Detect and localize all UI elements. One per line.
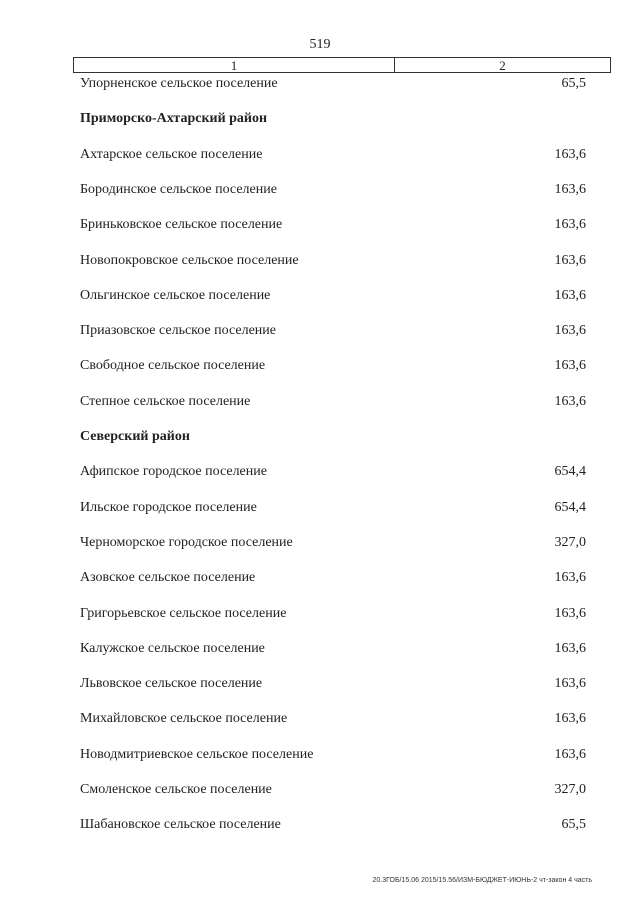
table-row bbox=[80, 147, 586, 167]
table-row bbox=[80, 606, 586, 626]
district-heading bbox=[80, 111, 586, 131]
settlement-value: 163,6 bbox=[554, 358, 586, 373]
settlement-name: Азовское сельское поселение bbox=[80, 570, 256, 585]
settlement-name: Михайловское сельское поселение bbox=[80, 711, 288, 726]
settlement-name: Ольгинское сельское поселение bbox=[80, 288, 271, 303]
table-row bbox=[80, 394, 586, 414]
settlement-value: 163,6 bbox=[554, 570, 586, 585]
table-row bbox=[80, 570, 586, 590]
document-footer: 20.3ГОБ/15.06 2015/15.56/ИЗМ-БЮДЖЕТ-ИЮНЬ-2 чт-закон 4 часть bbox=[372, 877, 592, 884]
settlement-name: Новодмитриевское сельское поселение bbox=[80, 747, 314, 762]
settlement-value: 163,6 bbox=[554, 747, 586, 762]
table-row bbox=[80, 323, 586, 343]
table-row bbox=[80, 535, 586, 555]
settlement-name: Приазовское сельское поселение bbox=[80, 323, 276, 338]
table-row bbox=[80, 676, 586, 696]
settlement-value: 163,6 bbox=[554, 182, 586, 197]
district-heading bbox=[80, 429, 586, 449]
settlement-value: 163,6 bbox=[554, 147, 586, 162]
table-row bbox=[80, 747, 586, 767]
settlement-name: Упорненское сельское поселение bbox=[80, 76, 278, 91]
page-number: 519 bbox=[309, 37, 331, 52]
table-row bbox=[80, 641, 586, 661]
settlement-name: Свободное сельское поселение bbox=[80, 358, 266, 373]
table-row bbox=[80, 358, 586, 378]
settlement-name: Бородинское сельское поселение bbox=[80, 182, 277, 197]
settlement-name: Шабановское сельское поселение bbox=[80, 817, 281, 832]
settlement-name: Григорьевское сельское поселение bbox=[80, 606, 287, 621]
settlement-name: Степное сельское поселение bbox=[80, 394, 251, 409]
settlement-name: Черноморское городское поселение bbox=[80, 535, 293, 550]
table-row bbox=[80, 500, 586, 520]
district-name: Северский район bbox=[80, 429, 190, 444]
table-row bbox=[80, 253, 586, 273]
settlement-value: 654,4 bbox=[554, 500, 586, 515]
settlement-name: Калужское сельское поселение bbox=[80, 641, 265, 656]
settlement-value: 163,6 bbox=[554, 288, 586, 303]
settlement-value: 163,6 bbox=[554, 711, 586, 726]
settlement-name: Новопокровское сельское поселение bbox=[80, 253, 299, 268]
table-row bbox=[80, 182, 586, 202]
settlement-value: 654,4 bbox=[554, 464, 586, 479]
table-row bbox=[80, 711, 586, 731]
settlement-value: 65,5 bbox=[561, 817, 586, 832]
settlement-name: Львовское сельское поселение bbox=[80, 676, 263, 691]
settlement-value: 163,6 bbox=[554, 641, 586, 656]
settlement-name: Смоленское сельское поселение bbox=[80, 782, 272, 797]
settlement-value: 327,0 bbox=[554, 782, 586, 797]
settlement-name: Афипское городское поселение bbox=[80, 464, 267, 479]
table-header-col2: 2 bbox=[499, 58, 506, 73]
settlement-value: 163,6 bbox=[554, 606, 586, 621]
settlement-value: 163,6 bbox=[554, 323, 586, 338]
table-row bbox=[80, 817, 586, 837]
settlement-name: Ильское городское поселение bbox=[80, 500, 257, 515]
table-header bbox=[73, 57, 611, 73]
table-row bbox=[80, 76, 586, 96]
settlement-value: 163,6 bbox=[554, 217, 586, 232]
settlement-name: Ахтарское сельское поселение bbox=[80, 147, 263, 162]
table-row bbox=[80, 464, 586, 484]
settlement-value: 163,6 bbox=[554, 253, 586, 268]
table-header-col1: 1 bbox=[74, 58, 395, 72]
table-row bbox=[80, 217, 586, 237]
settlement-value: 327,0 bbox=[554, 535, 586, 550]
settlement-value: 65,5 bbox=[561, 76, 586, 91]
settlement-value: 163,6 bbox=[554, 676, 586, 691]
settlement-name: Бриньковское сельское поселение bbox=[80, 217, 283, 232]
settlement-value: 163,6 bbox=[554, 394, 586, 409]
district-name: Приморско-Ахтарский район bbox=[80, 111, 268, 126]
table-row bbox=[80, 288, 586, 308]
table-row bbox=[80, 782, 586, 802]
